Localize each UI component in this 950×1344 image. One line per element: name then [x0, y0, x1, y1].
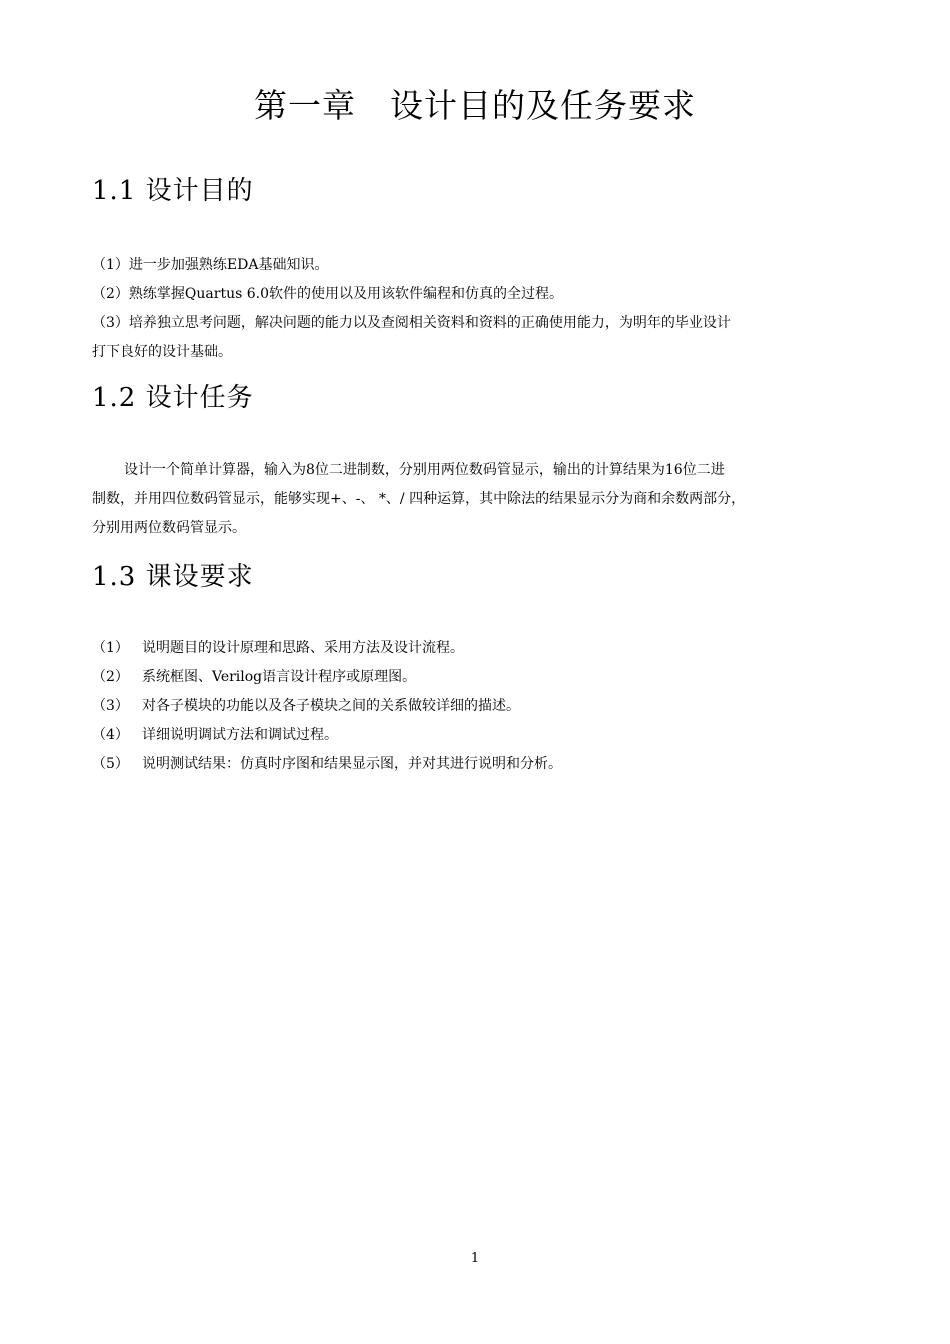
section-heading-design-task: 1.2 设计任务	[92, 383, 254, 413]
design-task-paragraph	[92, 456, 862, 543]
requirement-item	[92, 663, 862, 692]
requirement-number: （3）	[92, 698, 129, 714]
requirement-item	[92, 634, 862, 663]
section-heading-course-requirements: 1.3 课设要求	[92, 562, 254, 592]
design-task-line-3: 分别用两位数码管显示。	[92, 520, 246, 536]
design-task-line-1: 设计一个简单计算器，输入为8位二进制数，分别用两位数码管显示，输出的计算结果为16位二进	[124, 462, 725, 478]
design-task-line-2: 制数，并用四位数码管显示，能够实现+、-、 *、/ 四种运算，其中除法的结果显示分为商和余数两部分，	[92, 491, 746, 507]
requirement-number: （4）	[92, 727, 129, 743]
requirement-item	[92, 750, 862, 779]
chapter-title: 第一章 设计目的及任务要求	[254, 86, 696, 125]
design-purpose-item-2: （2）熟练掌握Quartus 6.0软件的使用以及用该软件编程和仿真的全过程。	[92, 286, 563, 302]
requirement-number: （5）	[92, 756, 129, 772]
requirement-text: 说明测试结果：仿真时序图和结果显示图，并对其进行说明和分析。	[142, 756, 562, 772]
design-purpose-item-3: （3）培养独立思考问题，解决问题的能力以及查阅相关资料和资料的正确使用能力，为明年的毕业设计	[92, 315, 731, 331]
requirement-item	[92, 692, 862, 721]
requirement-text: 详细说明调试方法和调试过程。	[142, 727, 338, 743]
requirements-list	[92, 634, 862, 779]
requirement-text: 说明题目的设计原理和思路、采用方法及设计流程。	[142, 640, 464, 656]
requirement-item	[92, 721, 862, 750]
requirement-number: （1）	[92, 640, 129, 656]
section-heading-design-purpose: 1.1 设计目的	[92, 176, 254, 206]
requirement-number: （2）	[92, 669, 129, 685]
requirement-text: 对各子模块的功能以及各子模块之间的关系做较详细的描述。	[142, 698, 520, 714]
requirement-text: 系统框图、Verilog语言设计程序或原理图。	[142, 669, 417, 685]
design-purpose-item-3-cont: 打下良好的设计基础。	[92, 344, 232, 360]
page-number: 1	[470, 1251, 480, 1266]
design-purpose-list	[92, 251, 862, 367]
design-purpose-item-1: （1）进一步加强熟练EDA基础知识。	[92, 257, 329, 273]
